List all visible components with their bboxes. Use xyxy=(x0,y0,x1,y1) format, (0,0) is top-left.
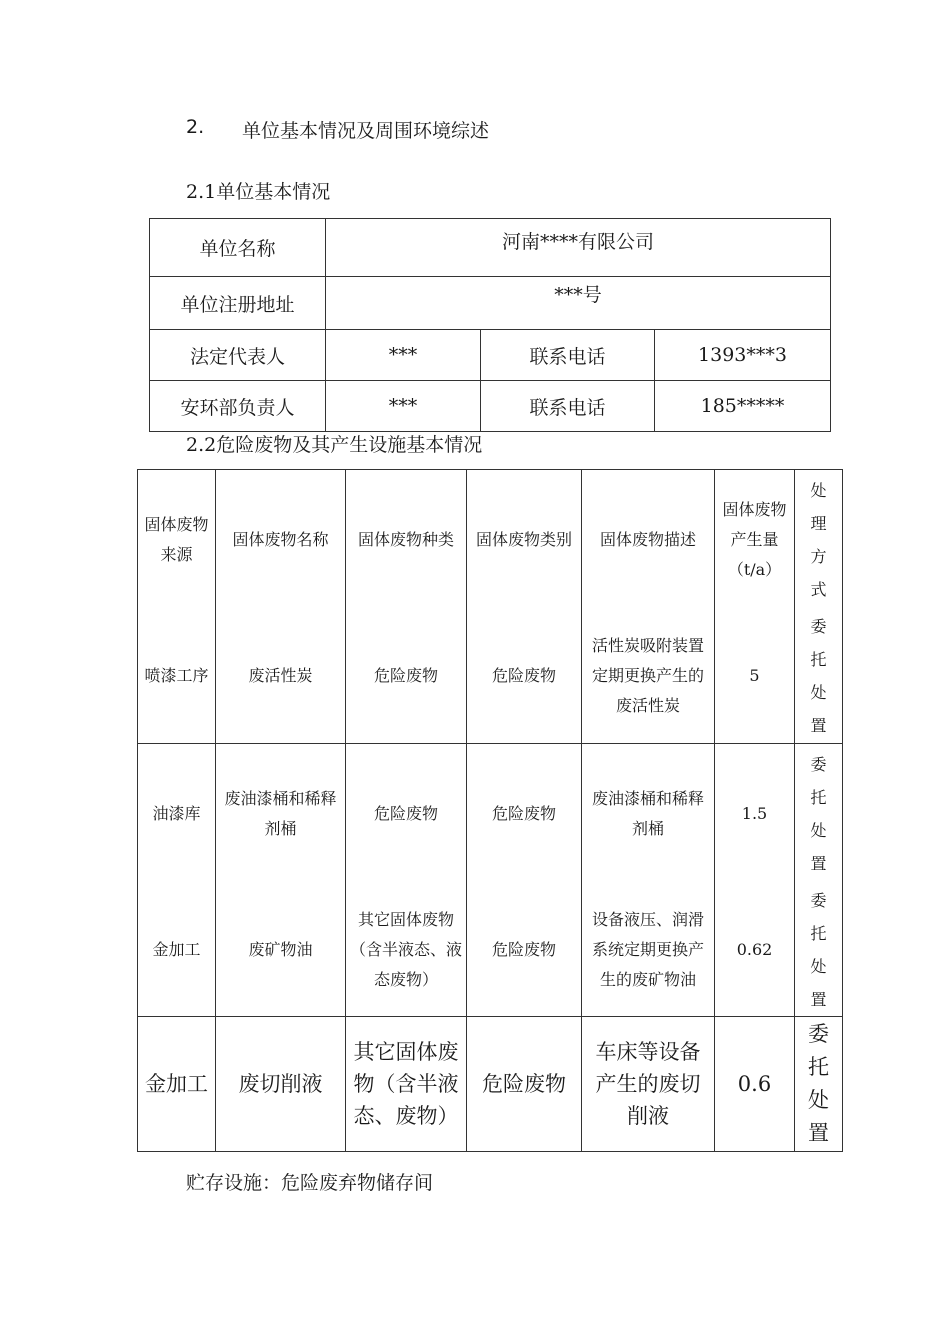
unit-info-table xyxy=(149,218,831,432)
env-head-phone-label: 联系电话 xyxy=(481,381,655,432)
table-row-3-amount: 0.6 xyxy=(715,1017,795,1152)
table-row-3-name: 废切削液 xyxy=(216,1017,346,1152)
env-head-phone: 185***** xyxy=(655,381,831,432)
table-row-3-description: 车床等设备产生的废切削液 xyxy=(582,1017,715,1152)
table-row-0-source: 喷漆工序 xyxy=(138,610,216,744)
waste-table xyxy=(137,469,843,1152)
subsection-title-1: 2.1单位基本情况 xyxy=(186,181,331,203)
header-kind: 固体废物种类 xyxy=(346,470,467,610)
legal-rep-label: 法定代表人 xyxy=(150,330,326,381)
legal-rep-phone: 1393***3 xyxy=(655,330,831,381)
table-row-0-category: 危险废物 xyxy=(467,610,582,744)
table-row-2-source: 金加工 xyxy=(138,884,216,1017)
table-row-3-source: 金加工 xyxy=(138,1017,216,1152)
env-head-value: *** xyxy=(326,381,481,432)
env-head-label: 安环部负责人 xyxy=(150,381,326,432)
table-row-1-kind: 危险废物 xyxy=(346,744,467,884)
unit-name-value: 河南****有限公司 xyxy=(326,219,831,277)
table-row-1-description: 废油漆桶和稀释剂桶 xyxy=(582,744,715,884)
table-row-2-name: 废矿物油 xyxy=(216,884,346,1017)
table-row-0-amount: 5 xyxy=(715,610,795,744)
table-row-2-amount: 0.62 xyxy=(715,884,795,1017)
header-source: 固体废物来源 xyxy=(138,470,216,610)
legal-rep-value: *** xyxy=(326,330,481,381)
table-row-1-category: 危险废物 xyxy=(467,744,582,884)
header-treatment: 处理方式 xyxy=(795,470,843,610)
header-category: 固体废物类别 xyxy=(467,470,582,610)
table-row-0-name: 废活性炭 xyxy=(216,610,346,744)
table-row-1-amount: 1.5 xyxy=(715,744,795,884)
table-row-3-kind: 其它固体废物（含半液态、废物） xyxy=(346,1017,467,1152)
table-row-1-source: 油漆库 xyxy=(138,744,216,884)
unit-name-label: 单位名称 xyxy=(150,219,326,277)
table-row-1-name: 废油漆桶和稀释剂桶 xyxy=(216,744,346,884)
header-name: 固体废物名称 xyxy=(216,470,346,610)
table-row-3-treatment: 委托处置 xyxy=(795,1017,843,1152)
table-row-2-description: 设备液压、润滑系统定期更换产生的废矿物油 xyxy=(582,884,715,1017)
table-row-0-treatment: 委托处置 xyxy=(795,610,843,744)
header-description: 固体废物描述 xyxy=(582,470,715,610)
table-row-3-category: 危险废物 xyxy=(467,1017,582,1152)
unit-address-value: ***号 xyxy=(326,277,831,330)
section-title: 单位基本情况及周围环境综述 xyxy=(242,120,490,142)
storage-facility-note: 贮存设施：危险废弃物储存间 xyxy=(186,1172,434,1194)
section-number: 2. xyxy=(186,116,205,138)
legal-rep-phone-label: 联系电话 xyxy=(481,330,655,381)
table-row-0-kind: 危险废物 xyxy=(346,610,467,744)
unit-address-label: 单位注册地址 xyxy=(150,277,326,330)
header-amount: 固体废物产生量（t/a） xyxy=(715,470,795,610)
table-row-2-treatment: 委托处置 xyxy=(795,884,843,1017)
table-row-2-category: 危险废物 xyxy=(467,884,582,1017)
table-row-2-kind: 其它固体废物（含半液态、液态废物） xyxy=(346,884,467,1017)
table-row-0-description: 活性炭吸附装置定期更换产生的废活性炭 xyxy=(582,610,715,744)
table-row-1-treatment: 委托处置 xyxy=(795,744,843,884)
subsection-title-2: 2.2危险废物及其产生设施基本情况 xyxy=(186,434,483,456)
